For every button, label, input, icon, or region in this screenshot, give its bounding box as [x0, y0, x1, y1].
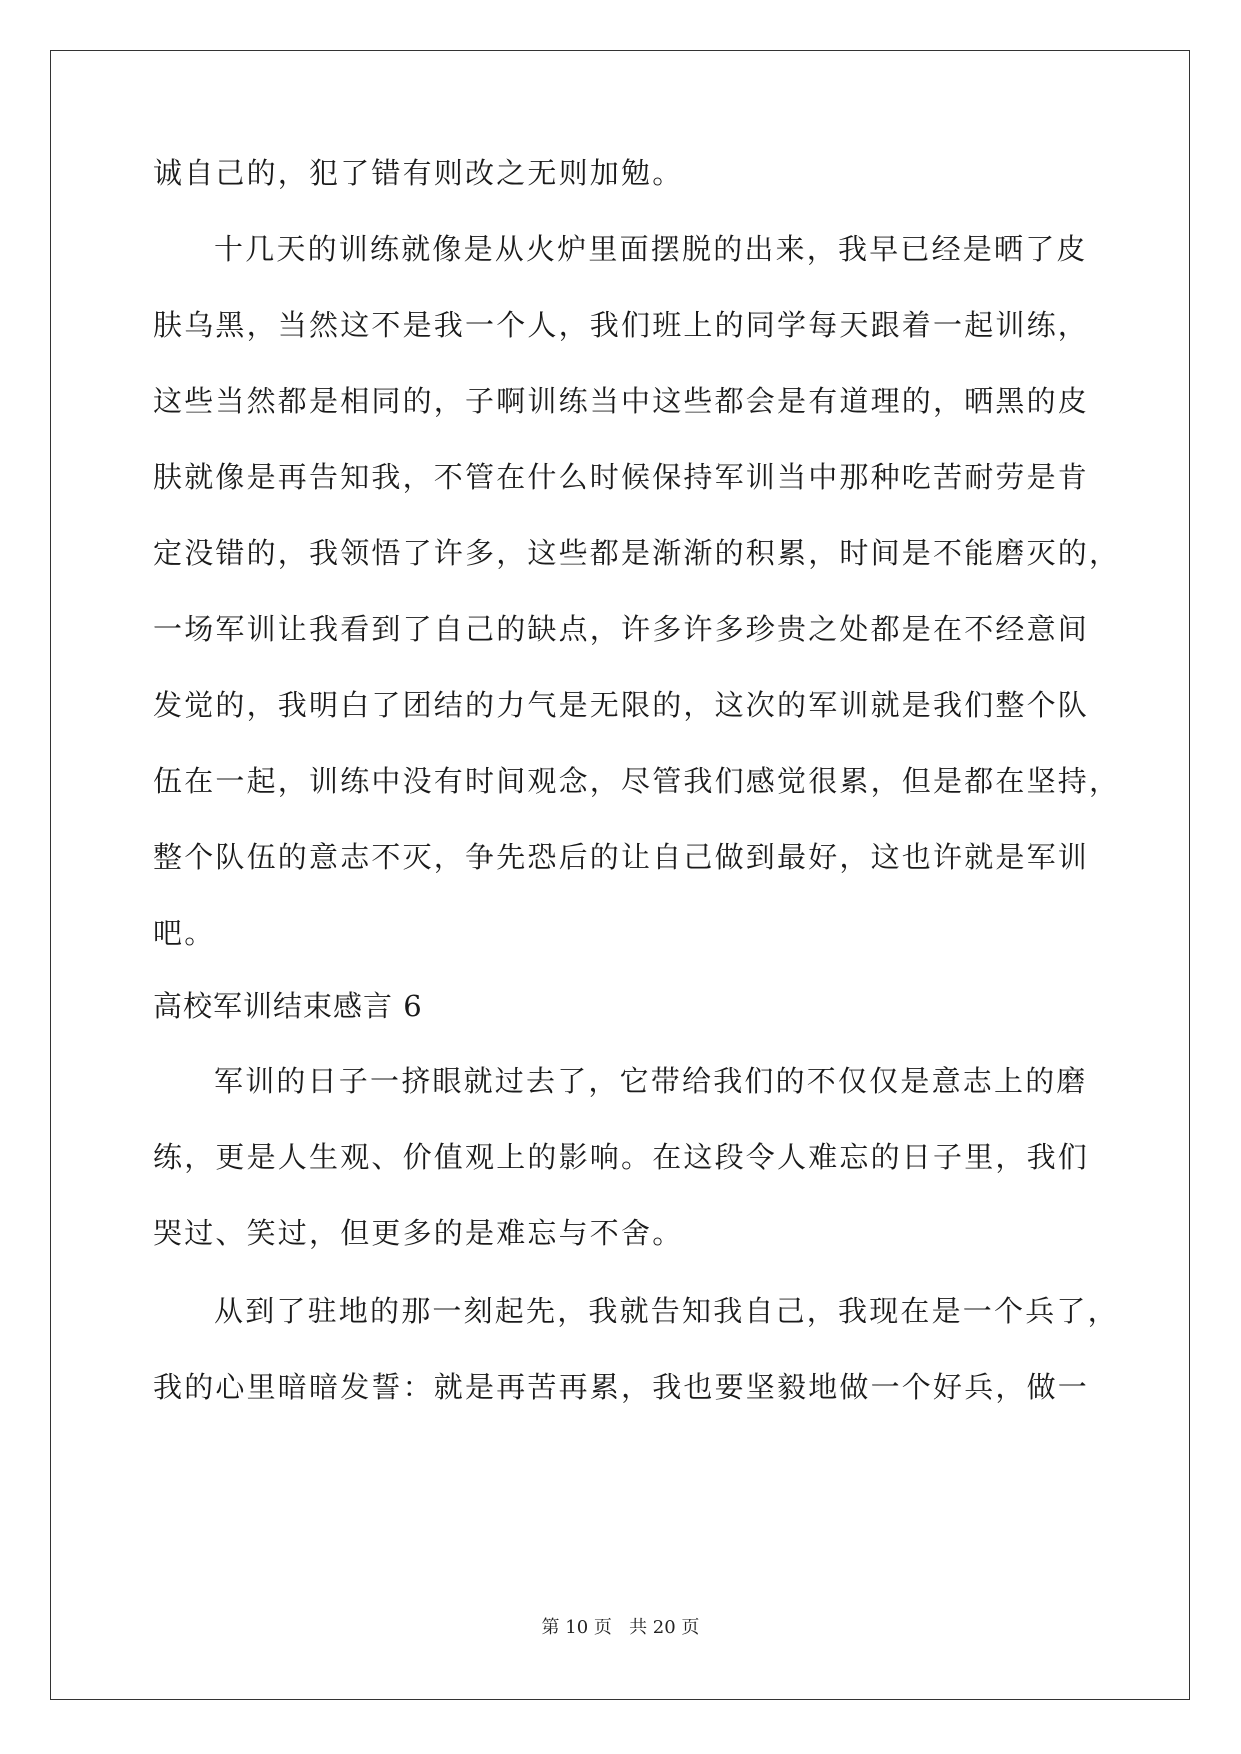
text-line: 发觉的，我明白了团结的力气是无限的，这次的军训就是我们整个队 [153, 688, 1090, 722]
page-total: 共 20 页 [629, 1617, 700, 1638]
text-line: 吧。 [153, 916, 216, 950]
text-line: 定没错的，我领悟了许多，这些都是渐渐的积累，时间是不能磨灭的， [153, 536, 1121, 570]
text-line: 伍在一起，训练中没有时间观念，尽管我们感觉很累，但是都在坚持， [153, 764, 1121, 798]
text-line: 练，更是人生观、价值观上的影响。在这段令人难忘的日子里，我们 [153, 1140, 1090, 1174]
text-line: 哭过、笑过，但更多的是难忘与不舍。 [153, 1216, 684, 1250]
text-line: 一场军训让我看到了自己的缺点，许多许多珍贵之处都是在不经意间 [153, 612, 1090, 646]
section-heading: 高校军训结束感言 6 [153, 989, 423, 1023]
text-line: 肤乌黑，当然这不是我一个人，我们班上的同学每天跟着一起训练， [153, 308, 1090, 342]
text-line: 从到了驻地的那一刻起先，我就告知我自己，我现在是一个兵了， [214, 1294, 1119, 1328]
page-footer [0, 1616, 1241, 1640]
text-line: 整个队伍的意志不灭，争先恐后的让自己做到最好，这也许就是军训 [153, 840, 1090, 874]
text-line: 诚自己的，犯了错有则改之无则加勉。 [153, 156, 684, 190]
page-number: 第 10 页 [541, 1617, 612, 1638]
text-line: 十几天的训练就像是从火炉里面摆脱的出来，我早已经是晒了皮 [214, 232, 1088, 266]
text-line: 这些当然都是相同的，子啊训练当中这些都会是有道理的，晒黑的皮 [153, 384, 1090, 418]
text-line: 我的心里暗暗发誓：就是再苦再累，我也要坚毅地做一个好兵，做一 [153, 1370, 1090, 1404]
text-line: 军训的日子一挤眼就过去了，它带给我们的不仅仅是意志上的磨 [214, 1064, 1088, 1098]
text-line: 肤就像是再告知我，不管在什么时候保持军训当中那种吃苦耐劳是肯 [153, 460, 1090, 494]
